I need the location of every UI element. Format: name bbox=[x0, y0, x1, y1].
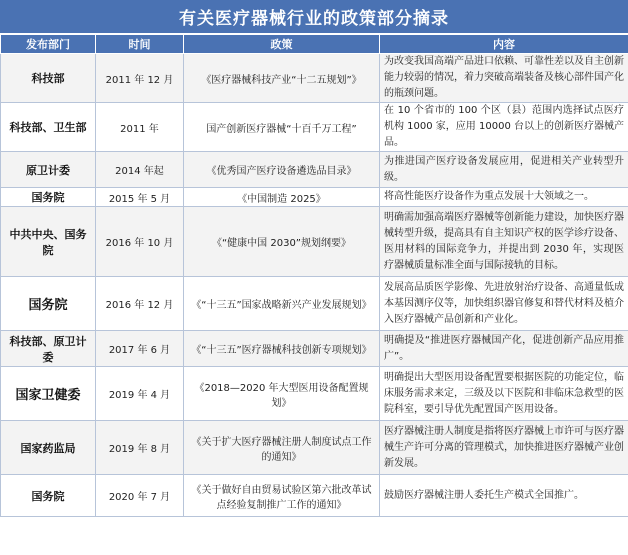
time-cell: 2016 年 10 月 bbox=[96, 207, 184, 277]
table-title: 有关医疗器械行业的政策部分摘录 bbox=[0, 0, 628, 34]
content-cell: 为推进国产医疗设备发展应用，促进相关产业转型升级。 bbox=[380, 152, 628, 188]
header-row bbox=[1, 35, 628, 54]
table-row bbox=[1, 277, 628, 331]
table-row bbox=[1, 475, 628, 517]
header-dept: 发布部门 bbox=[1, 35, 96, 54]
dept-cell: 科技部、原卫计委 bbox=[1, 331, 96, 367]
table-row bbox=[1, 54, 628, 103]
table-row bbox=[1, 421, 628, 475]
header-content: 内容 bbox=[380, 35, 628, 54]
policy-cell: 《中国制造 2025》 bbox=[184, 188, 380, 207]
policy-cell: 《关于做好自由贸易试验区第六批改革试点经验复制推广工作的通知》 bbox=[184, 475, 380, 517]
table-row bbox=[1, 207, 628, 277]
dept-cell: 国务院 bbox=[1, 475, 96, 517]
dept-cell: 国务院 bbox=[1, 188, 96, 207]
table-row bbox=[1, 331, 628, 367]
dept-cell: 国家卫健委 bbox=[1, 367, 96, 421]
policy-cell: 《关于扩大医疗器械注册人制度试点工作的通知》 bbox=[184, 421, 380, 475]
time-cell: 2016 年 12 月 bbox=[96, 277, 184, 331]
content-cell: 明确提出大型医用设备配置要根据医院的功能定位，临床服务需求来定，三级及以下医院和非临床急救型的医院科室，要引导优先配置国产医用设备。 bbox=[380, 367, 628, 421]
time-cell: 2019 年 8 月 bbox=[96, 421, 184, 475]
time-cell: 2011 年 bbox=[96, 103, 184, 152]
dept-cell: 科技部、卫生部 bbox=[1, 103, 96, 152]
policy-cell: 《“十三五”医疗器械科技创新专项规划》 bbox=[184, 331, 380, 367]
content-cell: 鼓励医疗器械注册人委托生产模式全国推广。 bbox=[380, 475, 628, 517]
policy-cell: 《“健康中国 2030”规划纲要》 bbox=[184, 207, 380, 277]
header-policy: 政策 bbox=[184, 35, 380, 54]
policy-cell: 《2018—2020 年大型医用设备配置规划》 bbox=[184, 367, 380, 421]
time-cell: 2011 年 12 月 bbox=[96, 54, 184, 103]
content-cell: 明确提及“推进医疗器械国产化，促进创新产品应用推广”。 bbox=[380, 331, 628, 367]
time-cell: 2017 年 6 月 bbox=[96, 331, 184, 367]
time-cell: 2019 年 4 月 bbox=[96, 367, 184, 421]
dept-cell: 原卫计委 bbox=[1, 152, 96, 188]
policy-cell: 《“十三五”国家战略新兴产业发展规划》 bbox=[184, 277, 380, 331]
content-cell: 在 10 个省市的 100 个区（县）范围内选择试点医疗机构 1000 家，应用 10000 台以上的创新医疗器械产品。 bbox=[380, 103, 628, 152]
policy-table bbox=[0, 34, 628, 517]
policy-cell: 《医疗器械科技产业“十二五规划”》 bbox=[184, 54, 380, 103]
time-cell: 2014 年起 bbox=[96, 152, 184, 188]
table-row bbox=[1, 367, 628, 421]
dept-cell: 科技部 bbox=[1, 54, 96, 103]
time-cell: 2020 年 7 月 bbox=[96, 475, 184, 517]
table-row bbox=[1, 103, 628, 152]
dept-cell: 中共中央、国务院 bbox=[1, 207, 96, 277]
time-cell: 2015 年 5 月 bbox=[96, 188, 184, 207]
table-row bbox=[1, 152, 628, 188]
table-row bbox=[1, 188, 628, 207]
content-cell: 医疗器械注册人制度是指将医疗器械上市许可与医疗器械生产许可分离的管理模式，加快推进医疗器械产业创新发展。 bbox=[380, 421, 628, 475]
dept-cell: 国务院 bbox=[1, 277, 96, 331]
header-time: 时间 bbox=[96, 35, 184, 54]
content-cell: 将高性能医疗设备作为重点发展十大领域之一。 bbox=[380, 188, 628, 207]
content-cell: 为改变我国高端产品进口依赖、可靠性差以及自主创新能力较弱的情况，着力突破高端装备及核心部件国产化的瓶颈问题。 bbox=[380, 54, 628, 103]
policy-cell: 国产创新医疗器械“十百千万工程” bbox=[184, 103, 380, 152]
dept-cell: 国家药监局 bbox=[1, 421, 96, 475]
content-cell: 明确需加强高端医疗器械等创新能力建设，加快医疗器械转型升级，提高具有自主知识产权的医学诊疗设备、医用材料的国际竞争力，并提出到 2030 年，实现医疗器械质量标准全面与国际接轨的目标。 bbox=[380, 207, 628, 277]
policy-cell: 《优秀国产医疗设备遴选品目录》 bbox=[184, 152, 380, 188]
content-cell: 发展高品质医学影像、先进放射治疗设备、高通量低成本基因测序仪等，加快组织器官修复和替代材料及植介入医疗器械产品创新和产业化。 bbox=[380, 277, 628, 331]
